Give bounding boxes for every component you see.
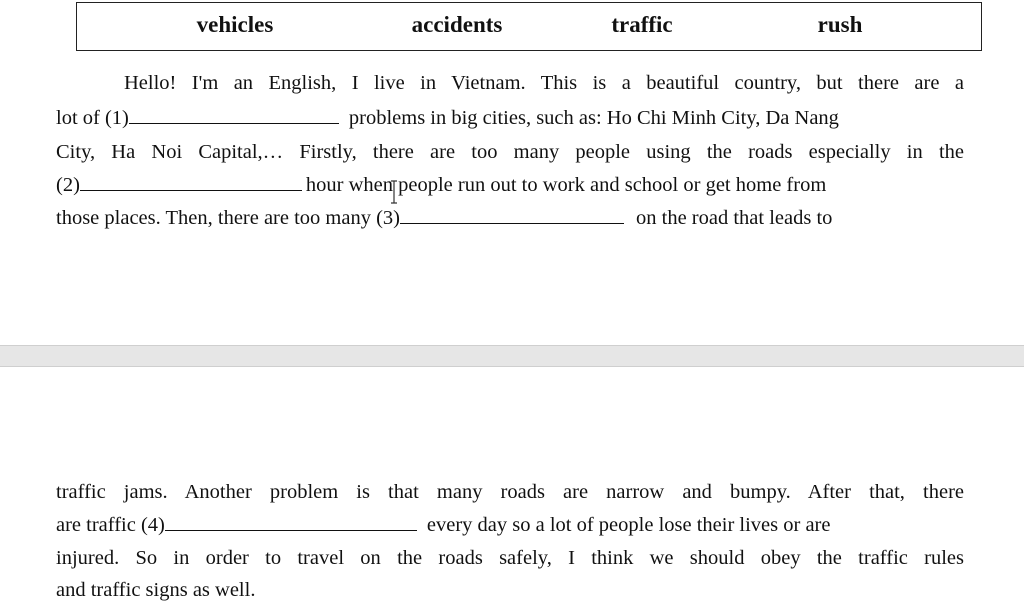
word-bank-item-rush: rush (817, 12, 863, 37)
word-bank-item-traffic: traffic (611, 12, 673, 37)
blank-3-suffix: on the road that leads to (636, 207, 833, 229)
passage-line-3: City, Ha Noi Capital,… Firstly, there are too many people using the roads especially in the (56, 141, 964, 163)
passage-line-4 (56, 173, 964, 197)
blank-2-suffix: hour when people run out to work and school or get home from (305, 174, 827, 196)
blank-2[interactable] (80, 174, 302, 191)
blank-3[interactable] (400, 207, 624, 224)
blank-1[interactable] (129, 107, 339, 124)
passage-line-5 (56, 206, 964, 230)
blank-2-prefix: (2) (56, 174, 80, 196)
page-break-separator (0, 345, 1024, 367)
passage-line-9: and traffic signs as well. (56, 579, 256, 601)
blank-4-prefix: are traffic (4) (56, 514, 165, 536)
document-page-bottom (0, 367, 1024, 608)
blank-1-prefix: lot of (1) (56, 107, 129, 129)
blank-4-suffix: every day so a lot of people lose their lives or are (426, 514, 831, 536)
word-bank-box (76, 2, 982, 51)
blank-1-suffix: problems in big cities, such as: Ho Chi Minh City, Da Nang (348, 107, 839, 129)
passage-line-6: traffic jams. Another problem is that many roads are narrow and bumpy. After that, there (56, 481, 964, 503)
word-bank-item-vehicles: vehicles (196, 12, 274, 37)
blank-3-prefix: those places. Then, there are too many (3) (56, 207, 401, 229)
text-cursor-icon (389, 180, 399, 204)
passage-line-2 (56, 106, 964, 130)
passage-line-8: injured. So in order to travel on the roads safely, I think we should obey the traffic rules (56, 547, 964, 569)
blank-4[interactable] (165, 514, 417, 531)
word-bank-item-accidents: accidents (411, 12, 503, 37)
passage-line-1: Hello! I'm an English, I live in Vietnam. This is a beautiful country, but there are a (124, 72, 964, 94)
passage-line-7 (56, 513, 964, 537)
